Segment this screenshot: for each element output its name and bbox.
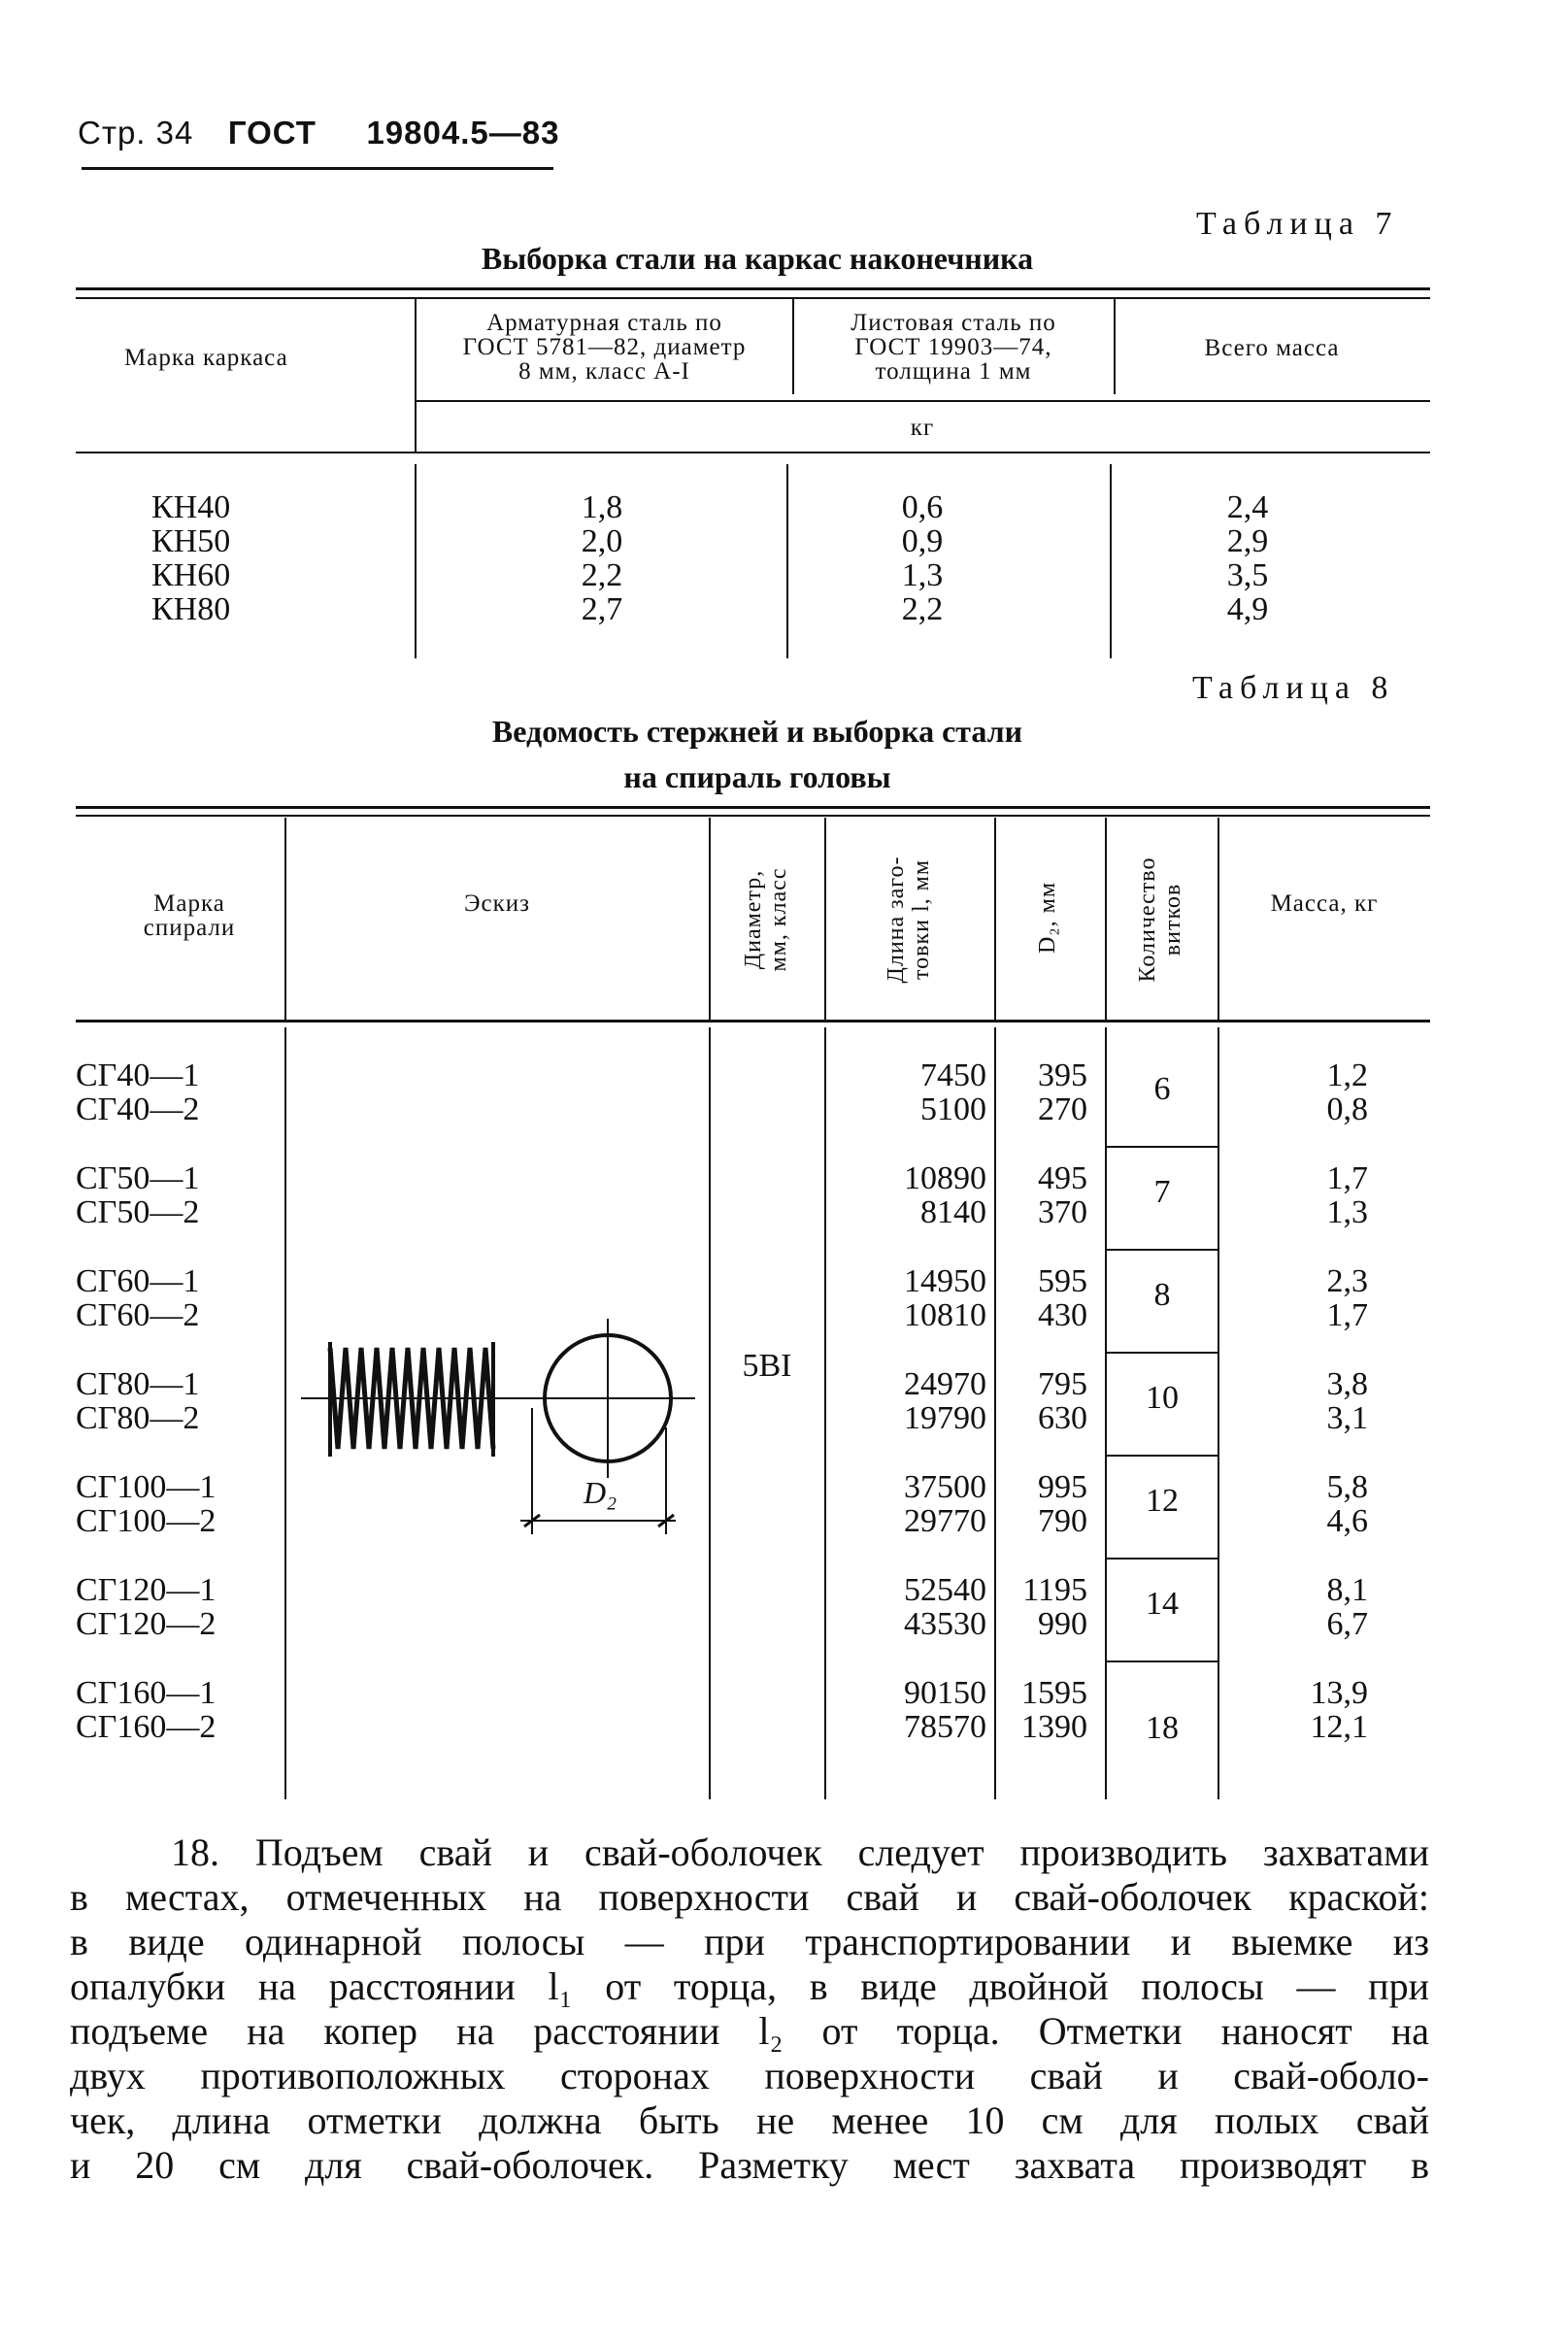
turns-value: 6 — [1153, 1071, 1171, 1107]
table-row: КН80 — [151, 591, 231, 627]
paragraph-line: и 20 см для свай-оболочек. Разметку мест захвата производят в — [70, 2143, 1429, 2187]
table8-top-rule — [76, 806, 1430, 809]
table8-body-vline-len — [994, 1027, 996, 1799]
paragraph-line: подъеме на копер на расстоянии l₂ от торца. Отметки наносят на — [70, 2009, 1429, 2053]
turns-sep — [1107, 1352, 1218, 1354]
table8-col-sketch: Эскиз — [463, 890, 530, 917]
table8-vline-len — [994, 818, 996, 1020]
standard-number: 19804.5—83 — [366, 115, 560, 151]
paragraph-line: чек, длина отметки должна быть не менее 10 см для полых свай — [70, 2098, 1429, 2142]
turns-sep — [1107, 1455, 1218, 1457]
turns-value: 12 — [1146, 1483, 1179, 1519]
table7-unit-rule — [416, 400, 1430, 402]
spiral-sketch — [287, 1262, 707, 1554]
table7-col-sheet: Листовая сталь по ГОСТ 19903—74, толщина 1 мм — [851, 310, 1056, 385]
table7-rebar-values: 1,8 2,0 2,2 2,7 — [581, 489, 623, 627]
table8-vline-diam — [824, 818, 826, 1020]
table7-marks — [151, 490, 230, 626]
table-row: КН50 — [151, 523, 231, 559]
list-item: СГ160—1 СГ160—2 — [76, 1675, 217, 1745]
turns-value: 8 — [1153, 1277, 1171, 1313]
table7-col-total: Всего масса — [1204, 335, 1340, 361]
table8-vline-d2 — [1105, 818, 1107, 1020]
turns-value: 10 — [1146, 1380, 1179, 1416]
table8-body-vline-diam — [824, 1027, 826, 1799]
table7-top-rule — [76, 287, 1430, 290]
paragraph-line: в местах, отмеченных на поверхности свай и свай-оболочек краской: — [70, 1875, 1429, 1919]
table7-body-vline-3 — [1110, 464, 1112, 658]
paragraph-line: опалубки на расстоянии l₁ от торца, в виде двойной полосы — при — [70, 1964, 1429, 2008]
page-header — [78, 115, 559, 152]
table7-vline-1 — [415, 299, 417, 453]
table8-label: Таблица 8 — [1192, 670, 1395, 706]
table8-col-mark: Марка спирали — [143, 890, 236, 941]
table8-top-rule-2 — [76, 815, 1430, 817]
table7-vline-3 — [1114, 299, 1116, 394]
turns-value: 7 — [1153, 1174, 1171, 1210]
table7-body-vline-1 — [415, 464, 417, 658]
turns-sep — [1107, 1249, 1218, 1251]
table-row: КН60 — [151, 557, 231, 593]
turns-value: 18 — [1146, 1710, 1179, 1746]
table8-vline-turns — [1218, 818, 1219, 1020]
table8-col-diam: Диаметр, мм, класс — [741, 867, 791, 972]
list-item: СГ40—1 СГ40—2 — [76, 1057, 200, 1127]
table8-title-line1: Ведомость стержней и выборка стали — [491, 714, 1023, 749]
turns-value: 14 — [1146, 1586, 1179, 1622]
table8-col-len: Длина заго- товки l, мм — [884, 855, 934, 984]
table8-col-turns: Количество витков — [1135, 856, 1185, 983]
table7-total-values: 2,4 2,9 3,5 4,9 — [1226, 489, 1269, 627]
diameter-class: 5BI — [742, 1348, 792, 1384]
paragraph-line: в виде одинарной полосы — при транспортировании и выемке из — [70, 1920, 1429, 1963]
table7-col-rebar: Арматурная сталь по ГОСТ 5781—82, диаметр 8 мм, класс А-I — [462, 310, 747, 385]
body-paragraph — [70, 1830, 1429, 2188]
paragraph-line: 18. Подъем свай и свай-оболочек следует производить захватами — [171, 1830, 1429, 1874]
table8-body-vline-sketch — [709, 1027, 711, 1799]
paragraph-line: двух противоположных сторонах поверхности свай и свай-оболо- — [70, 2054, 1429, 2097]
list-item: СГ100—1 СГ100—2 — [76, 1469, 217, 1539]
table8-vline-mark — [284, 818, 286, 1020]
table7-unit: кг — [910, 415, 935, 441]
turns-sep — [1107, 1558, 1218, 1560]
table7-col-mark: Марка каркаса — [124, 345, 288, 371]
table-row: КН40 — [151, 489, 231, 525]
table7-sheet-values: 0,6 0,9 1,3 2,2 — [901, 489, 944, 627]
turns-sep — [1107, 1146, 1218, 1148]
turns-sep — [1107, 1660, 1218, 1662]
table7-top-rule-2 — [76, 297, 1430, 299]
table7-label: Таблица 7 — [1196, 206, 1399, 242]
list-item: СГ50—1 СГ50—2 — [76, 1160, 200, 1230]
table8-col-mass: Масса, кг — [1270, 890, 1379, 917]
table7-body-vline-2 — [786, 464, 788, 658]
table8-body-vline-turns — [1218, 1027, 1219, 1799]
page-number: Стр. 34 — [78, 115, 194, 151]
table8-vline-sketch — [709, 818, 711, 1020]
table8-title-line2: на спираль головы — [623, 759, 891, 794]
sketch-d2-label: D₂ — [584, 1475, 617, 1510]
table8-header-rule — [76, 1020, 1430, 1023]
table8-col-d2: D₂, мм — [1035, 881, 1060, 955]
list-item: СГ60—1 СГ60—2 — [76, 1263, 200, 1333]
header-underline — [82, 167, 553, 170]
table7-title: Выборка стали на каркас наконечника — [481, 241, 1034, 276]
list-item: СГ120—1 СГ120—2 — [76, 1572, 217, 1642]
table7-header-rule — [76, 452, 1430, 453]
standard-name: ГОСТ — [227, 115, 317, 151]
table8-body-vline-mark — [284, 1027, 286, 1799]
list-item: СГ80—1 СГ80—2 — [76, 1366, 200, 1436]
